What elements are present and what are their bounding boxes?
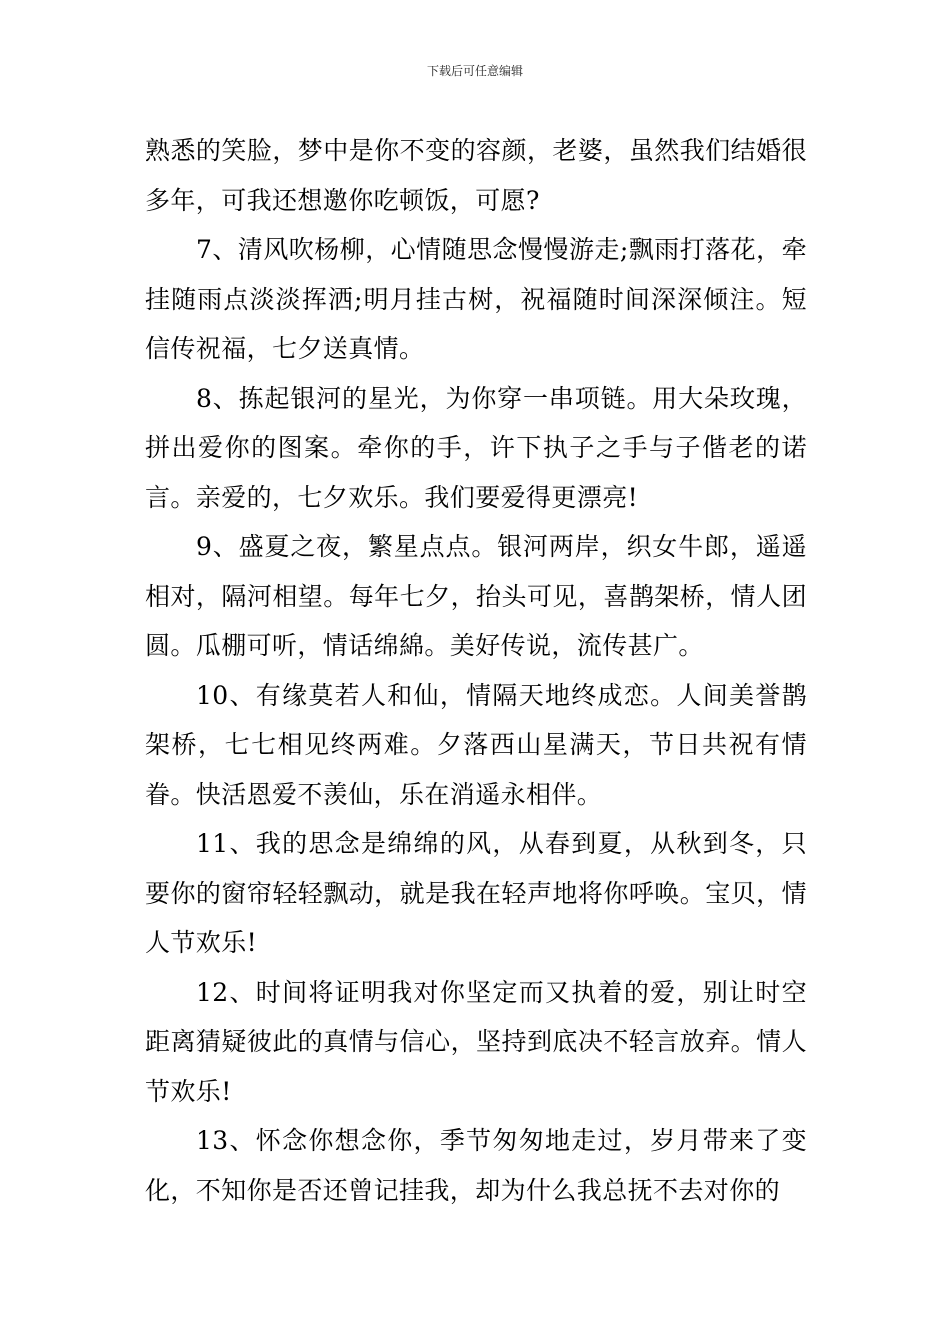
paragraph-9: 9、盛夏之夜，繁星点点。银河两岸，织女牛郎，遥遥相对，隔河相望。每年七夕，抬头可见，喜鹊架桥，情人团圆。瓜棚可听，情话绵綿。美好传说，流传甚广。 xyxy=(145,532,807,660)
paragraph-13: 13、怀念你想念你，季节匆匆地走过，岁月带来了变化，不知你是否还曾记挂我，却为什么我总抚不去对你的 xyxy=(145,1126,807,1205)
paragraph-8: 8、拣起银河的星光，为你穿一串项链。用大朵玫瑰，拼出爱你的图案。牵你的手，许下执子之手与子偕老的诺言。亲爱的，七夕欢乐。我们要爱得更漂亮! xyxy=(145,383,807,512)
paragraph-7: 7、清风吹杨柳，心情随思念慢慢游走;飘雨打落花，牵挂随雨点淡淡挥洒;明月挂古树，祝福随时间深深倾注。短信传祝福，七夕送真情。 xyxy=(145,235,807,363)
paragraph-12: 12、时间将证明我对你坚定而又执着的爱，别让时空距离猜疑彼此的真情与信心，坚持到底决不轻言放弃。情人节欢乐! xyxy=(145,977,807,1106)
paragraph-10: 10、有缘莫若人和仙，情隔天地终成恋。人间美誉鹊架桥，七七相见终两难。夕落西山星满天，节日共祝有情眷。快活恩爱不羡仙，乐在消遥永相伴。 xyxy=(145,680,807,809)
paragraph-continuation: 熟悉的笑脸，梦中是你不变的容颜，老婆，虽然我们结婚很多年，可我还想邀你吃顿饭，可愿? xyxy=(145,136,807,215)
document-body xyxy=(145,126,807,1215)
page-header: 下载后可任意编辑 xyxy=(426,64,523,78)
paragraph-11: 11、我的思念是绵绵的风，从春到夏，从秋到冬，只要你的窗帘轻轻飘动，就是我在轻声地将你呼唤。宝贝，情人节欢乐! xyxy=(145,829,807,957)
